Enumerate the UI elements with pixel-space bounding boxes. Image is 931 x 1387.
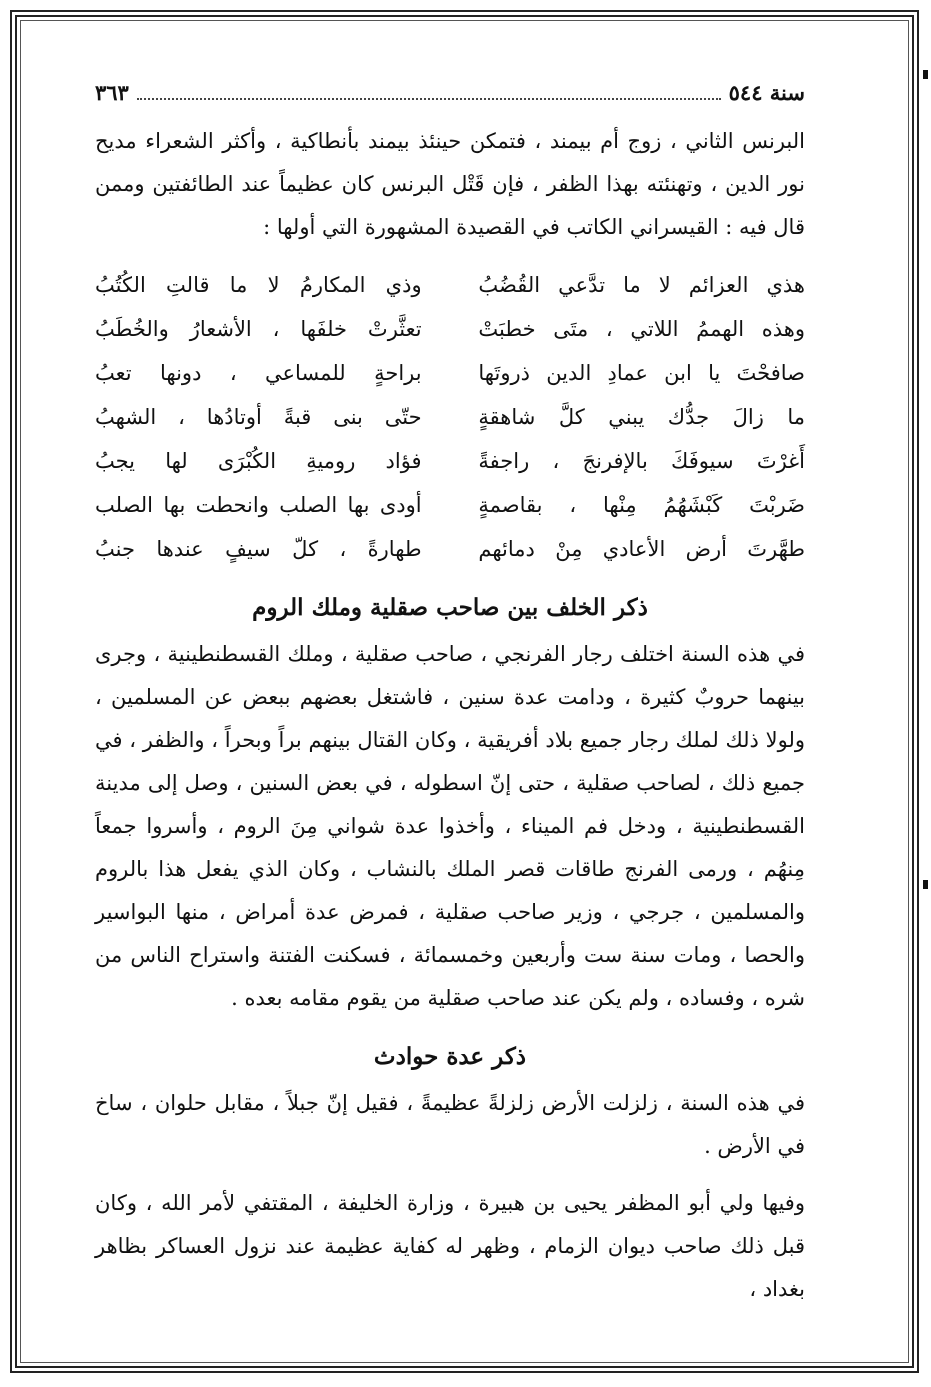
verse [95, 307, 805, 351]
paragraph-gap [95, 1168, 805, 1182]
page-number: ٣٦٣ [95, 80, 129, 105]
verse [95, 263, 805, 307]
hemistich-second: أودى بها الصلب وانحطت بها الصلب [95, 493, 422, 517]
hemistich-second: حتّى بنى قبةً أوتادُها ، الشهبُ [95, 405, 422, 429]
page-content [95, 80, 805, 1311]
hemistich-first: طهَّرتَ أرض الأعادي مِنْ دمائهم [478, 537, 805, 561]
section-heading: ذكر عدة حوادث [373, 1043, 527, 1070]
margin-mark [923, 880, 928, 889]
section-heading: ذكر الخلف بين صاحب صقلية وملك الروم [252, 594, 648, 621]
margin-mark [923, 70, 928, 79]
header-leader [137, 82, 721, 100]
verse [95, 439, 805, 483]
hemistich-second: وذي المكارمُ لا ما قالتِ الكُتُبُ [95, 273, 422, 297]
intro-paragraph: البرنس الثاني ، زوج أم بيمند ، فتمكن حينئذ بيمند بأنطاكية ، وأكثر الشعراء مديح نور الدين ، وتهنئته بهذا الظفر ، فإن قَتْل البرنس كان عظيماً عند الطائفتين وممن قال فيه : القيسراني الكاتب في القصيدة المشهورة التي أولها : [95, 129, 806, 239]
hemistich-first: ما زالَ جدُّك يبني كلَّ شاهقةٍ [478, 405, 805, 429]
hemistich-second: تعثَّرتْ خلفَها ، الأشعارُ والخُطَبُ [95, 317, 422, 341]
hemistich-first: ضَربْتَ كَبْشَهُمُ مِنْها ، بقاصمةٍ [478, 493, 805, 517]
section-paragraph: وفيها ولي أبو المظفر يحيى بن هبيرة ، وزارة الخليفة ، المقتفي لأمر الله ، وكان قبل ذلك صاحب ديوان الزمام ، وظهر له كفاية عظيمة عند نزول العساكر بظاهر بغداد ، [95, 1191, 805, 1301]
hemistich-first: صافحْتَ يا ابن عمادِ الدين ذروتَها [478, 361, 805, 385]
verse [95, 527, 805, 571]
hemistich-second: طهارةً ، كلّ سيفٍ عندها جنبُ [95, 537, 422, 561]
verse [95, 395, 805, 439]
hemistich-second: فؤاد روميةِ الكُبْرَى لها يجبُ [95, 449, 422, 473]
hemistich-first: أَغرْتَ سيوفَكَ بالإفرنجَ ، راجفةً [478, 449, 805, 473]
verse [95, 351, 805, 395]
hemistich-first: وهذه الهممُ اللاتي ، متَى خطبَتْ [478, 317, 805, 341]
verse [95, 483, 805, 527]
running-header [95, 80, 805, 120]
hemistich-second: براحةٍ للمساعي ، دونها تعبُ [95, 361, 422, 385]
hemistich-first: هذي العزائم لا ما تدَّعي القُضُبُ [478, 273, 805, 297]
section-paragraph: في هذه السنة ، زلزلت الأرض زلزلةً عظيمةً ، فقيل إنّ جبلاً ، مقابل حلوان ، ساخ في الأرض . [95, 1091, 805, 1158]
section-paragraph: في هذه السنة اختلف رجار الفرنجي ، صاحب صقلية ، وملك القسطنطينية ، وجرى بينهما حروبٌ كثيرة ، ودامت عدة سنين ، فاشتغل بعضهم ببعض عن المسلمين ، ولولا ذلك لملك رجار جميع بلاد أفريقية ، وكان القتال بينهم براً وبحراً ، والظفر ، في جميع ذلك ، لصاحب صقلية ، حتى إنّ اسطوله ، في بعض السنين ، وصل إلى مدينة القسطنطينية ، ودخل فم الميناء ، وأخذوا عدة شواني مِنَ الروم ، وأسروا جمعاً مِنهُم ، ورمى الفرنج طاقات قصر الملك بالنشاب ، وكان الذي يفعل هذا بالروم والمسلمين ، جرجي ، وزير صاحب صقلية ، فمرض عدة أمراض ، منها البواسير والحصا ، ومات سنة ست وأربعين وخمسمائة ، فسكنت الفتنة واستراح الناس من شره ، وفساده ، ولم يكن عند صاحب صقلية من يقوم مقامه بعده . [95, 642, 805, 1010]
year-label: سنة ٥٤٤ [728, 80, 805, 105]
poem [95, 263, 805, 571]
